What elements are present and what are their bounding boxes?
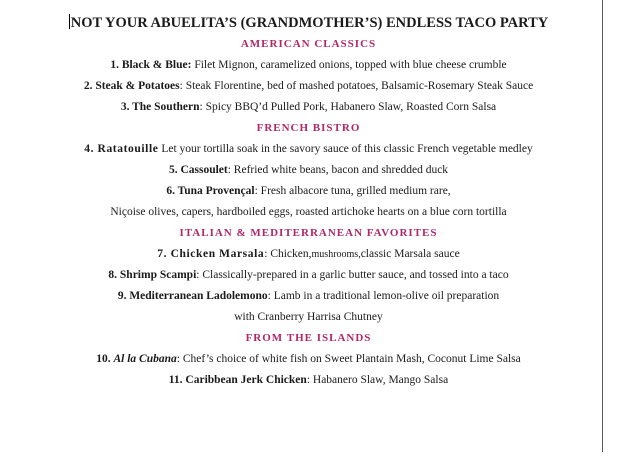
item-number: 10. — [96, 353, 114, 365]
text-cursor — [69, 14, 70, 29]
menu-title — [0, 12, 617, 34]
menu-item-continuation: Niçoise olives, capers, hardboiled eggs, roasted artichoke hearts on a blue corn tortilla — [110, 206, 507, 218]
item-name: 9. Mediterranean Ladolemono — [117, 290, 268, 302]
item-description: : Habanero Slaw, Mango Salsa — [306, 374, 449, 386]
item-name: Al la Cubana — [113, 353, 177, 365]
item-name: 8. Shrimp Scampi — [108, 269, 197, 281]
item-description: : Spicy BBQ’d Pulled Pork, Habanero Slaw, Roasted Corn Salsa — [199, 101, 497, 113]
item-name: 6. Tuna Provençal — [166, 185, 255, 197]
item-description: classic Marsala sauce — [360, 248, 460, 260]
item-description: : Refried white beans, bacon and shredded duck — [227, 164, 449, 176]
menu-item — [0, 181, 617, 202]
item-description: : Fresh albacore tuna, grilled medium rare, — [254, 185, 451, 197]
item-description: : Steak Florentine, bed of mashed potatoes, Balsamic-Rosemary Steak Sauce — [179, 80, 534, 92]
item-name: 11. Caribbean Jerk Chicken — [168, 374, 307, 386]
menu-title-text: NOT YOUR ABUELITA’S (GRANDMOTHER’S) ENDLESS TACO PARTY — [70, 15, 549, 31]
item-description: Let your tortilla soak in the savory sauce of this classic French vegetable medley — [158, 143, 533, 155]
section-heading: ITALIAN & MEDITERRANEAN FAVORITES — [179, 227, 438, 239]
section-heading: FRENCH BISTRO — [256, 122, 361, 134]
menu-content — [0, 12, 617, 391]
menu-item — [0, 265, 617, 286]
item-name: 7. Chicken Marsala — [157, 248, 265, 260]
item-name: 2. Steak & Potatoes — [83, 80, 180, 92]
menu-item — [0, 97, 617, 118]
item-name: 5. Cassoulet — [168, 164, 228, 176]
item-name: 4. Ratatouille — [84, 143, 159, 155]
item-description: : Lamb in a traditional lemon-olive oil preparation — [267, 290, 500, 302]
menu-item — [0, 160, 617, 181]
menu-item — [0, 76, 617, 97]
item-description: Filet Mignon, caramelized onions, topped with blue cheese crumble — [191, 59, 507, 71]
item-description: : Chef’s choice of white fish on Sweet Plantain Mash, Coconut Lime Salsa — [176, 353, 521, 365]
section-heading: FROM THE ISLANDS — [245, 332, 372, 344]
menu-item — [0, 244, 617, 265]
menu-item — [0, 139, 617, 160]
item-description: : Classically-prepared in a garlic butter sauce, and tossed into a taco — [196, 269, 509, 281]
item-name: 3. The Southern — [120, 101, 200, 113]
menu-item — [0, 286, 617, 307]
section-heading: AMERICAN CLASSICS — [240, 38, 377, 50]
menu-item — [0, 55, 617, 76]
item-description: mushrooms, — [311, 249, 361, 260]
menu-item — [0, 349, 617, 370]
item-description: : Chicken, — [264, 248, 312, 260]
menu-item — [0, 370, 617, 391]
menu-item-continuation: with Cranberry Harrisa Chutney — [234, 311, 383, 323]
item-name: 1. Black & Blue: — [110, 59, 192, 71]
